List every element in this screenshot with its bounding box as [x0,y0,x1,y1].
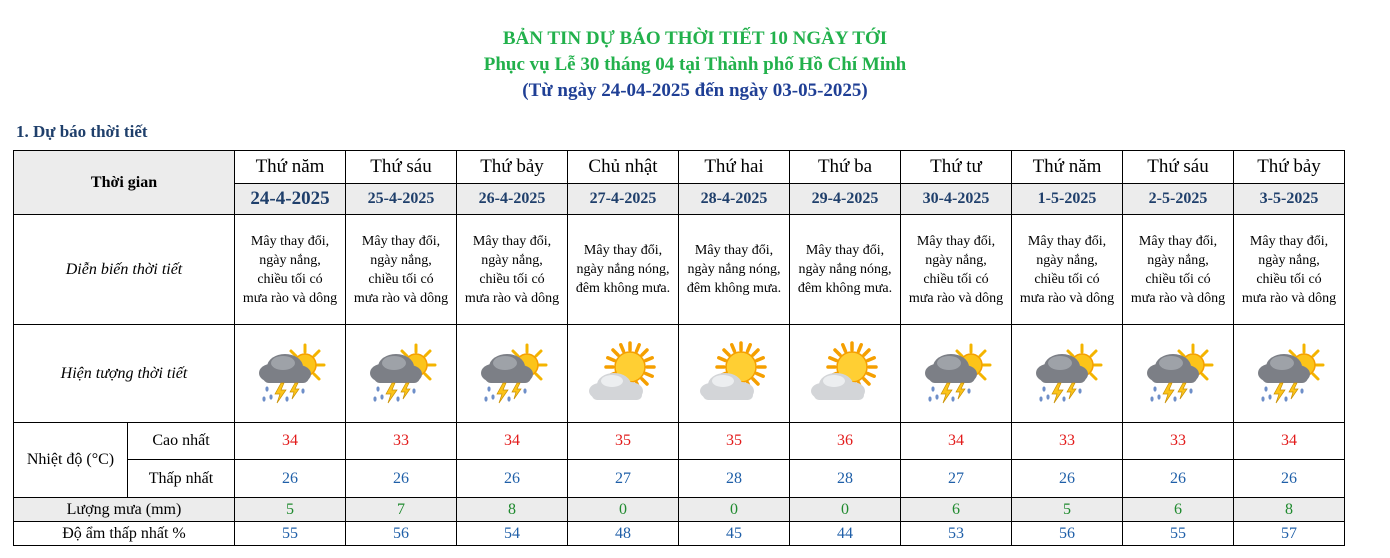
weather-icon-label: Hiện tượng thời tiết [14,325,235,423]
description-line: chiều tối có [923,271,989,287]
humidity-value: 55 [235,522,346,546]
day-name: Thứ sáu [1123,151,1234,184]
high-temp-value: 34 [901,423,1012,460]
description-line: mưa rào và dông [1130,290,1226,306]
humidity-value: 56 [1012,522,1123,546]
description-line: ngày nắng, [259,252,321,268]
description-line: đêm không mưa. [797,281,893,296]
description-line: ngày nắng nóng, [576,262,670,277]
storm-sun-icon [457,341,567,407]
low-temp-value: 26 [235,460,346,498]
day-name: Thứ năm [1012,151,1123,184]
day-date: 2-5-2025 [1123,184,1234,215]
description-line: chiều tối có [1256,271,1322,287]
rain-value: 6 [1123,498,1234,522]
description-line: Mây thay đổi, [583,243,663,258]
day-date: 30-4-2025 [901,184,1012,215]
low-temp-value: 28 [679,460,790,498]
time-label: Thời gian [14,151,235,215]
weather-description [457,215,568,325]
weather-description [901,215,1012,325]
weather-description [679,215,790,325]
description-line: Mây thay đổi, [916,233,996,249]
description-line: Mây thay đổi, [1027,233,1107,249]
description-line: mưa rào và dông [464,290,560,306]
description-line: mưa rào và dông [242,290,338,306]
description-line: ngày nắng, [1258,252,1320,268]
rain-value: 5 [1012,498,1123,522]
partly-cloudy-icon [568,341,678,407]
low-temp-value: 26 [346,460,457,498]
rain-value: 8 [1234,498,1345,522]
weather-description [346,215,457,325]
partly-cloudy-icon [790,341,900,407]
weather-icon-cell [235,325,346,423]
day-name: Thứ hai [679,151,790,184]
storm-sun-icon [1234,341,1344,407]
weather-description [568,215,679,325]
high-temp-value: 34 [457,423,568,460]
description-line: Mây thay đổi, [250,233,330,249]
section-title: 1. Dự báo thời tiết [16,122,148,141]
high-temp-value: 33 [346,423,457,460]
storm-sun-icon [235,341,345,407]
storm-sun-icon [1012,341,1122,407]
day-date: 24-4-2025 [235,184,346,215]
day-name: Thứ ba [790,151,901,184]
rain-value: 7 [346,498,457,522]
weather-description [235,215,346,325]
rain-value: 0 [679,498,790,522]
day-name: Thứ bảy [1234,151,1345,184]
day-date: 28-4-2025 [679,184,790,215]
low-temp-value: 26 [457,460,568,498]
low-temp-value: 27 [901,460,1012,498]
day-date: 1-5-2025 [1012,184,1123,215]
description-line: ngày nắng, [925,252,987,268]
high-temp-label: Cao nhất [128,423,235,460]
description-line: mưa rào và dông [1019,290,1115,306]
description-line: chiều tối có [1034,271,1100,287]
humidity-value: 57 [1234,522,1345,546]
weather-icon-cell [790,325,901,423]
weather-desc-label: Diễn biến thời tiết [14,215,235,325]
low-temp-value: 28 [790,460,901,498]
high-temp-value: 35 [679,423,790,460]
description-line: Mây thay đổi, [472,233,552,249]
storm-sun-icon [1123,341,1233,407]
description-line: mưa rào và dông [353,290,449,306]
rain-value: 5 [235,498,346,522]
day-name: Thứ sáu [346,151,457,184]
description-line: ngày nắng nóng, [798,262,892,277]
weather-description [1123,215,1234,325]
description-line: Mây thay đổi, [1138,233,1218,249]
low-temp-label: Thấp nhất [128,460,235,498]
weather-icon-cell [1123,325,1234,423]
description-line: đêm không mưa. [575,281,671,296]
description-line: đêm không mưa. [686,281,782,296]
high-temp-value: 36 [790,423,901,460]
low-temp-value: 26 [1012,460,1123,498]
low-temp-value: 26 [1123,460,1234,498]
description-line: ngày nắng nóng, [687,262,781,277]
day-name: Thứ bảy [457,151,568,184]
high-temp-value: 34 [235,423,346,460]
report-subtitle: Phục vụ Lễ 30 tháng 04 tại Thành phố Hồ Chí Minh [483,54,907,75]
high-temp-value: 33 [1123,423,1234,460]
rain-value: 0 [790,498,901,522]
humidity-value: 55 [1123,522,1234,546]
partly-cloudy-icon [679,341,789,407]
day-date: 29-4-2025 [790,184,901,215]
weather-icon-cell [901,325,1012,423]
rain-value: 8 [457,498,568,522]
low-temp-value: 26 [1234,460,1345,498]
rain-value: 0 [568,498,679,522]
humidity-value: 54 [457,522,568,546]
forecast-table [13,150,1345,546]
day-date: 27-4-2025 [568,184,679,215]
weather-icon-cell [568,325,679,423]
description-line: chiều tối có [257,271,323,287]
description-line: Mây thay đổi, [361,233,441,249]
weather-description [1234,215,1345,325]
low-temp-value: 27 [568,460,679,498]
description-line: Mây thay đổi, [694,243,774,258]
day-name: Thứ tư [901,151,1012,184]
description-line: ngày nắng, [481,252,543,268]
weather-icon-cell [457,325,568,423]
weather-icon-cell [1234,325,1345,423]
description-line: ngày nắng, [1036,252,1098,268]
day-date: 3-5-2025 [1234,184,1345,215]
day-date: 26-4-2025 [457,184,568,215]
description-line: chiều tối có [368,271,434,287]
report-date-range: (Từ ngày 24-04-2025 đến ngày 03-05-2025) [522,80,868,101]
weather-description [790,215,901,325]
high-temp-value: 33 [1012,423,1123,460]
humidity-value: 45 [679,522,790,546]
high-temp-value: 35 [568,423,679,460]
humidity-label: Độ ẩm thấp nhất % [14,522,235,546]
description-line: chiều tối có [1145,271,1211,287]
weather-icon-cell [1012,325,1123,423]
humidity-value: 44 [790,522,901,546]
temperature-label: Nhiệt độ (°C) [14,423,128,498]
rain-label: Lượng mưa (mm) [14,498,235,522]
day-date: 25-4-2025 [346,184,457,215]
humidity-value: 53 [901,522,1012,546]
description-line: Mây thay đổi, [805,243,885,258]
day-name: Thứ năm [235,151,346,184]
weather-icon-cell [346,325,457,423]
high-temp-value: 34 [1234,423,1345,460]
weather-description [1012,215,1123,325]
day-name: Chủ nhật [568,151,679,184]
storm-sun-icon [901,341,1011,407]
rain-value: 6 [901,498,1012,522]
weather-icon-cell [679,325,790,423]
description-line: mưa rào và dông [1241,290,1337,306]
description-line: mưa rào và dông [908,290,1004,306]
description-line: Mây thay đổi, [1249,233,1329,249]
description-line: chiều tối có [479,271,545,287]
humidity-value: 56 [346,522,457,546]
storm-sun-icon [346,341,456,407]
humidity-value: 48 [568,522,679,546]
report-title: BẢN TIN DỰ BÁO THỜI TIẾT 10 NGÀY TỚI [502,28,888,49]
description-line: ngày nắng, [1147,252,1209,268]
description-line: ngày nắng, [370,252,432,268]
